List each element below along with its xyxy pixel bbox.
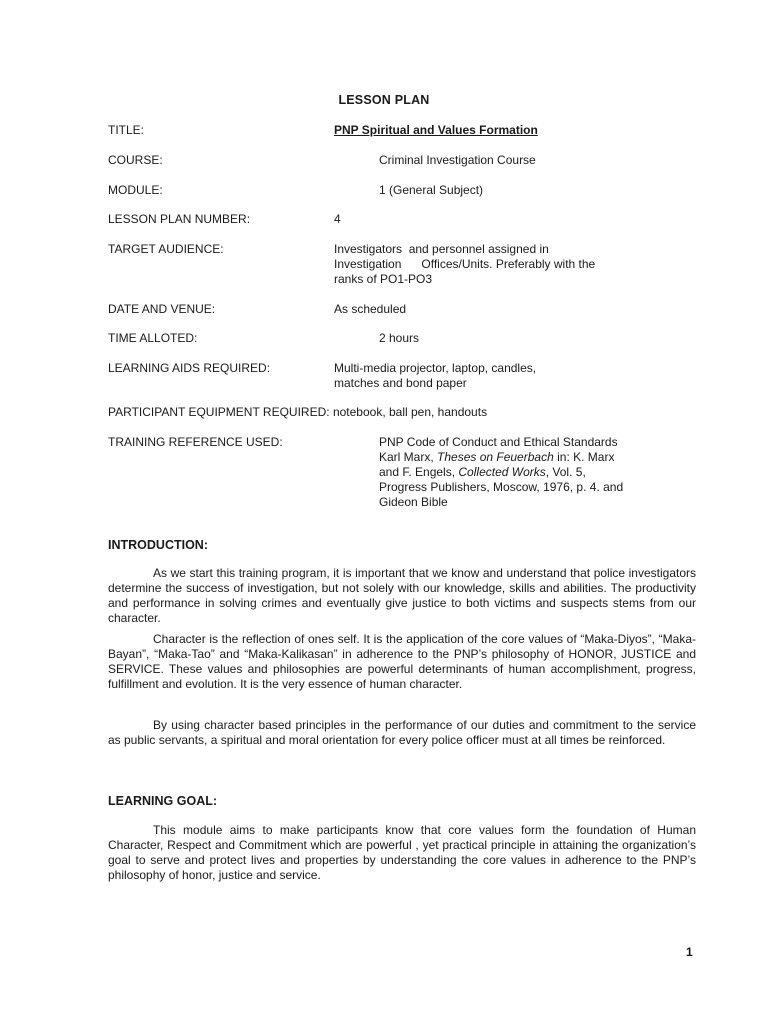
introduction-paragraph-1 xyxy=(108,566,696,626)
training-reference-line-1: PNP Code of Conduct and Ethical Standards xyxy=(379,435,618,449)
field-time-alloted-value: 2 hours xyxy=(379,331,420,345)
field-course-label: COURSE: xyxy=(108,153,163,167)
field-course-value: Criminal Investigation Course xyxy=(379,153,536,167)
field-participant-equipment-label: PARTICIPANT EQUIPMENT REQUIRED: xyxy=(108,405,330,419)
training-reference-line-3-post: , Vol. 5, xyxy=(545,465,586,479)
introduction-paragraph-1-text: As we start this training program, it is important that we know and understand that police investigators determine the success of investigation, but not solely with our knowledge, skills and abilities. The productivity and performance in solving crimes and eventually give justice to both victims and suspects stems from our character. xyxy=(108,566,696,625)
field-title-label: TITLE: xyxy=(108,123,145,137)
learning-aids-line-1: Multi-media projector, laptop, candles, xyxy=(334,361,537,375)
learning-aids-line-2: matches and bond paper xyxy=(334,376,467,390)
training-reference-line-4: Progress Publishers, Moscow, 1976, p. 4. and xyxy=(379,480,624,494)
field-lesson-plan-number-label: LESSON PLAN NUMBER: xyxy=(108,212,251,226)
lesson-plan-heading: LESSON PLAN xyxy=(338,93,430,107)
introduction-paragraph-2-text: Character is the reflection of ones self. It is the application of the core values of “Maka-Diyos”, “Maka-Bayan”, “Maka-Tao” and “Maka-Kalikasan” in adherence to the PNP’s philosophy of HONOR, JUSTICE and SERVICE. These values and philosophies are powerful determinants of human accomplishment, progress, fulfillment and evolution. It is the very essence of human character. xyxy=(108,632,696,691)
training-reference-line-2-post: in: K. Marx xyxy=(553,450,615,464)
training-reference-line-3-italic: Collected Works xyxy=(458,465,546,479)
training-reference-line-2 xyxy=(379,450,679,465)
training-reference-line-3-pre: and F. Engels, xyxy=(379,465,459,479)
field-participant-equipment-text xyxy=(108,405,487,420)
introduction-paragraph-3-text: By using character based principles in the performance of our duties and commitment to the service as public servants, a spiritual and moral orientation for every police officer must at all times be reinforced. xyxy=(108,718,696,747)
target-audience-line-3: ranks of PO1-PO3 xyxy=(334,272,433,286)
field-participant-equipment-value: notebook, ball pen, handouts xyxy=(332,405,488,419)
field-training-reference-value xyxy=(379,435,679,510)
training-reference-line-3 xyxy=(379,465,679,480)
field-learning-aids-label: LEARNING AIDS REQUIRED: xyxy=(108,361,271,375)
training-reference-line-2-italic: Theses on Feuerbach xyxy=(437,450,554,464)
target-audience-line-2: Investigation Offices/Units. Preferably with the xyxy=(334,257,596,271)
field-learning-aids-value xyxy=(334,361,634,391)
field-target-audience-label: TARGET AUDIENCE: xyxy=(108,242,224,256)
field-date-venue-label: DATE AND VENUE: xyxy=(108,302,216,316)
field-target-audience-value xyxy=(334,242,634,287)
training-reference-line-2-pre: Karl Marx, xyxy=(379,450,438,464)
field-training-reference-label: TRAINING REFERENCE USED: xyxy=(108,435,283,449)
introduction-heading: INTRODUCTION: xyxy=(108,538,208,552)
field-lesson-plan-number-value: 4 xyxy=(334,212,341,226)
learning-goal-paragraph xyxy=(108,823,696,883)
field-time-alloted-label: TIME ALLOTED: xyxy=(108,331,198,345)
training-reference-line-5: Gideon Bible xyxy=(379,495,448,509)
field-module-value: 1 (General Subject) xyxy=(379,183,484,197)
field-module-label: MODULE: xyxy=(108,183,163,197)
learning-goal-paragraph-text: This module aims to make participants know that core values form the foundation of Human Character, Respect and Commitment which are powerful , yet practical principle in attaining the organization’s goal to serve and protect lives and properties by understanding the core values in adherence to the PNP’s philosophy of honor, justice and service. xyxy=(108,823,696,882)
introduction-paragraph-3 xyxy=(108,718,696,748)
page-number: 1 xyxy=(686,945,693,959)
learning-goal-heading: LEARNING GOAL: xyxy=(108,794,218,808)
introduction-paragraph-2 xyxy=(108,632,696,692)
target-audience-line-1: Investigators and personnel assigned in xyxy=(334,242,549,256)
field-date-venue-value: As scheduled xyxy=(334,302,407,316)
field-title-value: PNP Spiritual and Values Formation xyxy=(334,123,538,137)
